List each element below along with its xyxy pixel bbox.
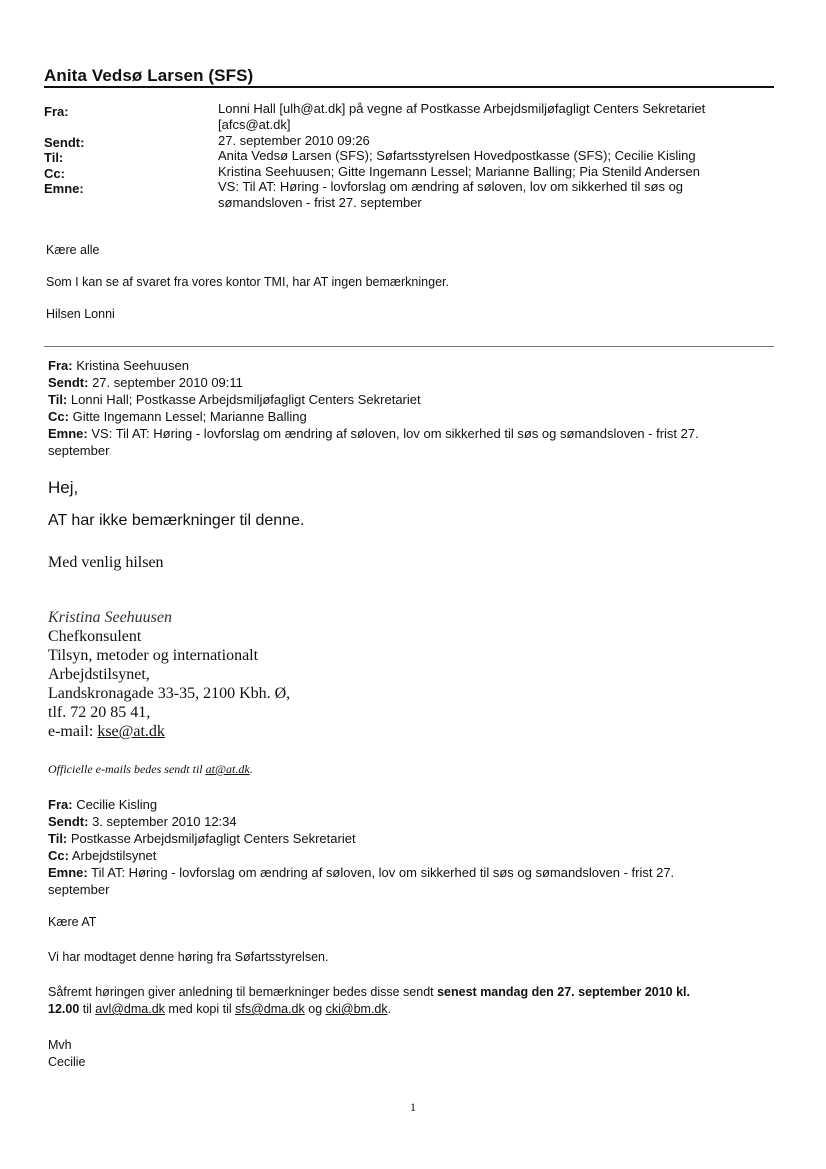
forward1-to [48, 391, 699, 408]
message-separator [44, 346, 774, 347]
signature-unit: Tilsyn, metoder og internationalt [48, 647, 259, 664]
message1-closing: Hilsen Lonni [46, 307, 115, 321]
signature-phone: tlf. 72 20 85 41, [48, 704, 151, 721]
header-from-line1: Lonni Hall [ulh@at.dk] på vegne af Postkasse Arbejdsmiljøfagligt Centers Sekretariet [218, 101, 706, 116]
forward2-subject-line1: Til AT: Høring - lovforslag om ændring af søloven, lov om sikkerhed til søs og sømandsloven - frist 27. [91, 865, 675, 880]
email-link-avl[interactable]: avl@dma.dk [95, 1002, 165, 1016]
page-number: 1 [410, 1100, 416, 1114]
forward1-header [48, 357, 699, 459]
email-link-sfs[interactable]: sfs@dma.dk [235, 1002, 305, 1016]
forward1-subject-label: Emne: [48, 426, 88, 441]
header-subject-label: Emne: [44, 181, 84, 196]
forward2-from-label: Fra: [48, 797, 73, 812]
forward1-subject-line1: VS: Til AT: Høring - lovforslag om ændring af søloven, lov om sikkerhed til søs og sømandsloven - frist 27. [91, 426, 699, 441]
forward2-subject-label: Emne: [48, 865, 88, 880]
signature-email-prefix: e-mail: [48, 723, 98, 740]
email-link-cki[interactable]: cki@bm.dk [325, 1002, 388, 1016]
forward1-closing: Med venlig hilsen [48, 554, 164, 571]
header-cc-label: Cc: [44, 166, 65, 181]
forward1-cc-label: Cc: [48, 409, 69, 424]
forward2-to-value: Postkasse Arbejdsmiljøfagligt Centers Sekretariet [70, 831, 356, 846]
forward2-greeting: Kære AT [48, 915, 97, 929]
official-note-prefix: Officielle e-mails bedes sendt til [48, 762, 206, 776]
forward1-from-value: Kristina Seehuusen [76, 358, 189, 373]
official-email-link[interactable]: at@at.dk [205, 762, 250, 776]
header-from-line2: [afcs@at.dk] [218, 117, 291, 132]
forward2-closing [48, 1037, 86, 1071]
forward2-from [48, 796, 674, 813]
header-sent-value: 27. september 2010 09:26 [218, 133, 370, 148]
forward1-cc-value: Gitte Ingemann Lessel; Marianne Balling [72, 409, 307, 424]
header-to-value: Anita Vedsø Larsen (SFS); Søfartsstyrelsen Hovedpostkasse (SFS); Cecilie Kisling [218, 148, 696, 163]
forward1-greeting: Hej, [48, 478, 79, 497]
signature-email-line [48, 722, 290, 741]
header-subject-line2: sømandsloven - frist 27. september [218, 195, 422, 210]
forward2-header [48, 796, 674, 898]
header-subject-line1 [218, 179, 758, 195]
forward1-to-label: Til: [48, 392, 68, 407]
body2-til: til [79, 1002, 96, 1016]
body2-prefix: Såfremt høringen giver anledning til bemærkninger bedes disse sendt [48, 985, 438, 999]
forward2-cc-value: Arbejdstilsynet [71, 848, 157, 863]
forward2-cc-label: Cc: [48, 848, 69, 863]
header-from-value [218, 101, 758, 133]
forward2-cc [48, 847, 674, 864]
forward2-body1: Vi har modtaget denne høring fra Søfartsstyrelsen. [48, 950, 329, 964]
forward1-subject [48, 425, 699, 442]
header-sent-label: Sendt: [44, 135, 85, 150]
signature-email-link[interactable]: kse@at.dk [97, 723, 165, 740]
forward2-sent-value: 3. september 2010 12:34 [92, 814, 237, 829]
body2-kopi: med kopi til [164, 1002, 236, 1016]
header-from-label: Fra: [44, 104, 69, 119]
message1-greeting: Kære alle [46, 243, 100, 257]
body2-deadline-time: 12.00 [48, 1002, 80, 1016]
document-title: Anita Vedsø Larsen (SFS) [44, 66, 254, 85]
forward1-sent-label: Sendt: [48, 375, 89, 390]
body2-deadline-bold: senest mandag den 27. september 2010 kl. [437, 985, 691, 999]
signature-org: Arbejdstilsynet, [48, 666, 150, 683]
body2-end: . [387, 1002, 392, 1016]
forward1-subject-line2: september [48, 443, 110, 458]
signature-title: Chefkonsulent [48, 628, 142, 645]
forward1-from-label: Fra: [48, 358, 73, 373]
official-email-note [48, 762, 253, 777]
header-cc-value: Kristina Seehuusen; Gitte Ingemann Lessel; Marianne Balling; Pia Stenild Andersen [218, 164, 701, 179]
header-subject-value [218, 179, 758, 211]
forward1-body: AT har ikke bemærkninger til denne. [48, 512, 305, 529]
forward1-cc [48, 408, 699, 425]
forward2-to-label: Til: [48, 831, 68, 846]
forward2-closing2: Cecilie [48, 1055, 86, 1069]
forward2-subject-line2: september [48, 882, 110, 897]
forward1-to-value: Lonni Hall; Postkasse Arbejdsmiljøfagligt Centers Sekretariet [70, 392, 421, 407]
message1-body: Som I kan se af svaret fra vores kontor TMI, har AT ingen bemærkninger. [46, 275, 449, 289]
signature-name: Kristina Seehuusen [48, 609, 172, 626]
subject-line1-text: VS: Til AT: Høring - lovforslag om ændring af søloven, lov om sikkerhed til søs og [218, 179, 684, 194]
forward2-subject [48, 864, 674, 881]
forward2-sent [48, 813, 674, 830]
header-to-label: Til: [44, 150, 64, 165]
forward1-sent [48, 374, 699, 391]
forward2-sent-label: Sendt: [48, 814, 89, 829]
forward1-from [48, 357, 699, 374]
official-note-suffix: . [249, 762, 253, 776]
body2-og: og [304, 1002, 326, 1016]
title-divider [44, 86, 774, 88]
forward2-closing1: Mvh [48, 1038, 72, 1052]
forward2-to [48, 830, 674, 847]
forward2-from-value: Cecilie Kisling [76, 797, 158, 812]
signature-address: Landskronagade 33-35, 2100 Kbh. Ø, [48, 685, 291, 702]
signature-block [48, 608, 290, 741]
forward2-body2 [48, 984, 778, 1018]
forward1-sent-value: 27. september 2010 09:11 [92, 375, 243, 390]
